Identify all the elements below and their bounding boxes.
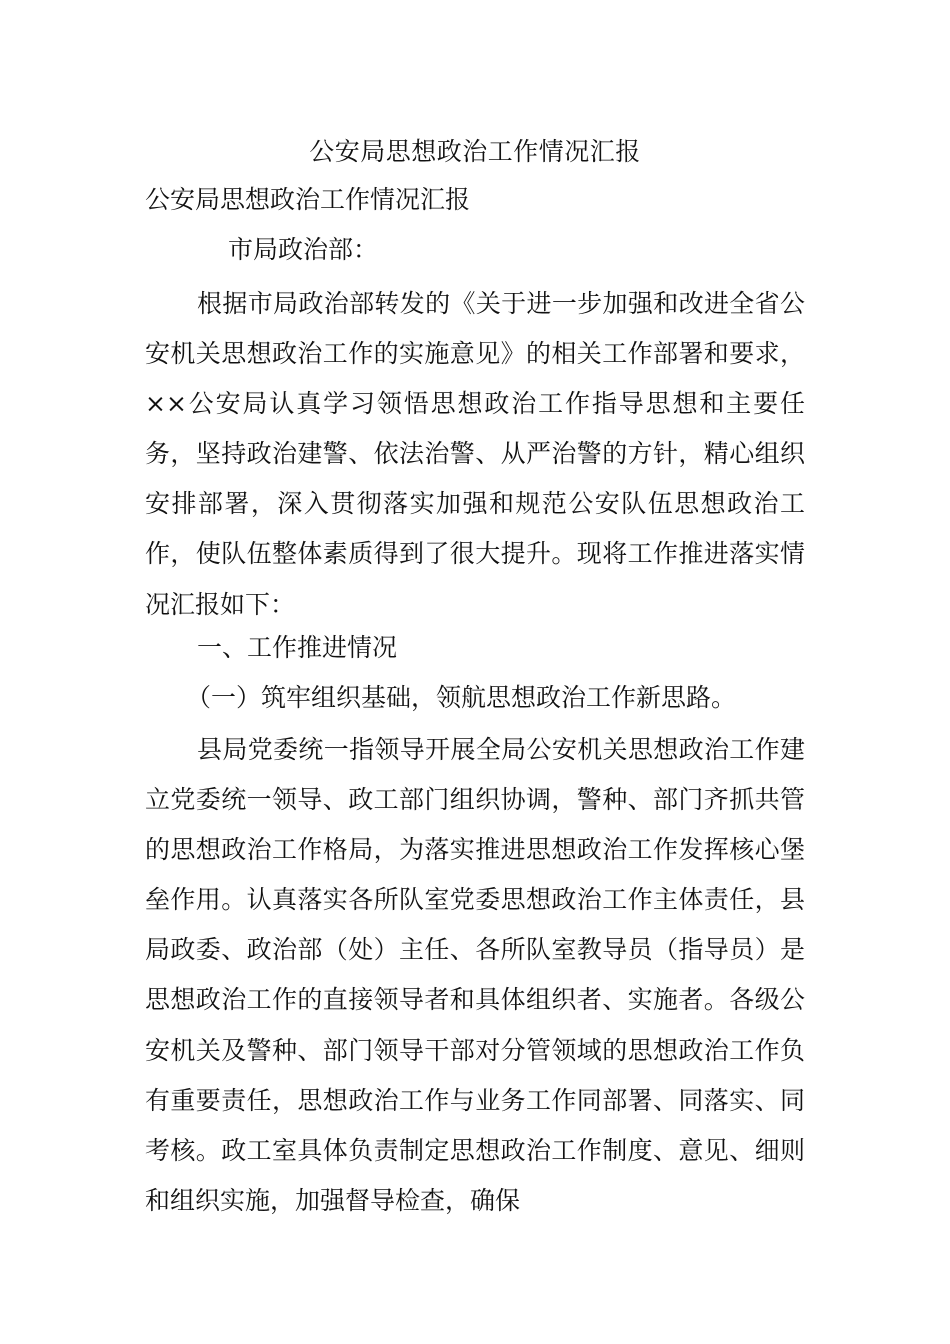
section-heading: 一、工作推进情况 (197, 633, 398, 662)
document-subtitle: 公安局思想政治工作情况汇报 (145, 185, 471, 214)
intro-paragraph: 根据市局政治部转发的《关于进一步加强和改进全省公安机关思想政治工作的实施意见》的相关工作部署和要求，××公安局认真学习领悟思想政治工作指导思想和主要任务，坚持政治建警、依法治警、从严治警的方针，精心组织安排部署，深入贯彻落实加强和规范公安队伍思想政治工作，使队伍整体素质得到了很大提升。现将工作推进落实情况汇报如下： (145, 289, 805, 619)
body-paragraph: 县局党委统一指领导开展全局公安机关思想政治工作建立党委统一领导、政工部门组织协调，警种、部门齐抓共管的思想政治工作格局，为落实推进思想政治工作发挥核心堡垒作用。认真落实各所队室党委思想政治工作主体责任，县局政委、政治部（处）主任、各所队室教导员（指导员）是思想政治工作的直接领导者和具体组织者、实施者。各级公安机关及警种、部门领导干部对分管领域的思想政治工作负有重要责任，思想政治工作与业务工作同部署、同落实、同考核。政工室具体负责制定思想政治工作制度、意见、细则和组织实施，加强督导检查，确保 (145, 735, 805, 1215)
addressee: 市局政治部： (228, 235, 379, 264)
subsection-heading: （一）筑牢组织基础，领航思想政治工作新思路。 (186, 683, 737, 712)
document-title: 公安局思想政治工作情况汇报 (309, 137, 641, 166)
